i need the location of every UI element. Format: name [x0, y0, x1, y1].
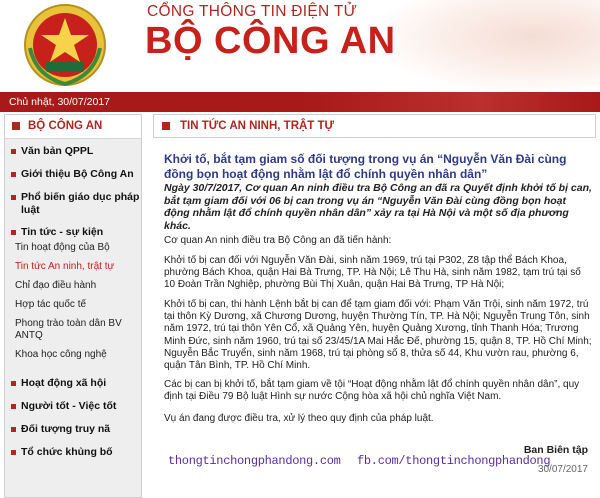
- sidebar-item-label: Người tốt - Việc tốt: [21, 400, 117, 412]
- sidebar-item-label: Giới thiệu Bộ Công An: [21, 168, 134, 180]
- sub-item-chi-dao[interactable]: Chỉ đạo điều hành: [15, 280, 97, 291]
- square-bullet-icon: [11, 230, 16, 235]
- article-paragraph: Khởi tố bị can, thi hành Lệnh bắt bị can để tạm giam đối với: Phạm Văn Trội, sinh năm 1972, trú tại thôn Kỳ Dương, xã Chương Dương, huyện Thường Tín, TP. Hà Nội; Nguyễn Trung Tôn, sinh năm 1972, trú tại thôn Yên Cổ, xã Quảng Yên, huyện Quảng Xương, tỉnh Thanh Hóa; Trương Minh Đức, sinh năm 1960, trú tại số 23/45/1A Mai Hắc Đế, phường 15, quận 8, TP. Hồ Chí Minh; Nguyễn Bắc Truyển, sinh năm 1968, trú tại phòng số 8, thửa số 44, Khu vườn rau, phường 6, quận Tân Bình, TP. Hồ Chí Minh.: [164, 299, 592, 372]
- sidebar-item-van-ban[interactable]: [5, 145, 141, 162]
- sidebar-item-pho-bien[interactable]: [5, 191, 141, 219]
- article-signature: Ban Biên tập: [523, 444, 588, 456]
- article-paragraph: Khởi tố bị can đối với Nguyễn Văn Đài, sinh năm 1969, trú tại P302, Z8 tập thể Bách Khoa, phường Bách Khoa, quận Hai Bà Trưng, TP. Hà Nội; Lê Thu Hà, sinh năm 1982, tạm trú tại số 10 Đoàn Trần Nghiệp, phường Bùi Thị Xuân, quận Hai Bà Trưng, TP Hà Nội;: [164, 255, 581, 291]
- sidebar-title: BỘ CÔNG AN: [28, 120, 103, 132]
- sidebar-item-label: Văn bản QPPL: [21, 145, 94, 157]
- site-title[interactable]: BỘ CÔNG AN: [145, 20, 396, 62]
- sidebar: [4, 114, 142, 498]
- article-date: 30/07/2017: [537, 464, 588, 475]
- sub-item-phong-trao[interactable]: Phong trào toàn dân BV ANTQ: [15, 318, 122, 341]
- square-bullet-icon: [11, 172, 16, 177]
- square-bullet-icon: [11, 381, 16, 386]
- sub-item-khoa-hoc[interactable]: Khoa học công nghệ: [15, 349, 107, 360]
- sub-item-tin-tuc-an-ninh[interactable]: Tin tức An ninh, trật tự: [15, 261, 115, 272]
- article-paragraph: Cơ quan An ninh điều tra Bộ Công an đã tiến hành:: [164, 235, 392, 246]
- article-paragraph: Các bị can bị khởi tố, bắt tạm giam về tội “Hoạt động nhằm lật đổ chính quyền nhân dân”, quy định tại Điều 79 Bộ luật Hình sự nước Cộng hòa xã hội chủ nghĩa Việt Nam.: [164, 379, 580, 403]
- sidebar-header: [5, 115, 141, 139]
- header-decoration: [380, 0, 600, 92]
- site-subtitle: CỔNG THÔNG TIN ĐIỆN TỬ: [147, 3, 358, 20]
- square-bullet-icon: [11, 404, 16, 409]
- square-bullet-icon: [11, 427, 16, 432]
- sub-item-hop-tac[interactable]: Hợp tác quốc tế: [15, 299, 87, 310]
- sidebar-item-khung-bo[interactable]: [5, 446, 141, 466]
- sidebar-item-doi-tuong[interactable]: [5, 423, 141, 443]
- current-date: Chủ nhật, 30/07/2017: [9, 96, 111, 108]
- section-title: TIN TỨC AN NINH, TRẬT TỰ: [180, 120, 335, 132]
- main-content: [153, 114, 596, 498]
- sidebar-item-label: Tổ chức khủng bố: [21, 446, 113, 458]
- article-paragraph: Vụ án đang được điều tra, xử lý theo quy định của pháp luật.: [164, 413, 434, 424]
- article-title[interactable]: Khởi tố, bắt tạm giam số đối tượng trong vụ án “Nguyễn Văn Đài cùng đồng bọn hoạt động nhằm lật đổ chính quyền nhân dân”: [164, 152, 567, 181]
- sub-item-tin-hoat-dong[interactable]: Tin hoạt động của Bộ: [15, 242, 110, 253]
- sidebar-item-tin-tuc[interactable]: [5, 226, 141, 242]
- site-header: [0, 0, 600, 92]
- watermark-left: thongtinchongphandong.com: [168, 454, 341, 468]
- sidebar-item-nguoi-tot[interactable]: [5, 400, 141, 420]
- article-lead: Ngày 30/7/2017, Cơ quan An ninh điều tra Bộ Công an đã ra Quyết định khởi tố bị can, bắt tạm giam đối với 06 bị can trong vụ án “Nguyễn Văn Đài cùng đồng bọn hoạt động nhằm lật đổ chính quyền nhân dân” xảy ra tại Hà Nội và một số địa phương khác.: [164, 182, 592, 232]
- square-bullet-icon: [11, 149, 16, 154]
- square-bullet-icon: [11, 195, 16, 200]
- police-emblem-icon: [22, 2, 108, 88]
- sidebar-item-label: Phổ biến giáo dục pháp luật: [21, 191, 140, 216]
- sidebar-item-gioi-thieu[interactable]: [5, 168, 141, 185]
- sidebar-item-label: Đối tượng truy nã: [21, 423, 111, 435]
- sidebar-item-label: Tin tức - sự kiện: [21, 226, 104, 238]
- square-bullet-icon: [12, 122, 20, 130]
- date-bar-decoration: [300, 92, 600, 112]
- square-bullet-icon: [162, 122, 170, 130]
- sidebar-item-label: Hoạt động xã hội: [21, 377, 107, 389]
- section-header: [153, 114, 596, 138]
- watermark-right: fb.com/thongtinchongphandong: [357, 454, 551, 468]
- sidebar-item-hoat-dong-xa-hoi[interactable]: [5, 377, 141, 397]
- date-bar: [0, 92, 600, 112]
- square-bullet-icon: [11, 450, 16, 455]
